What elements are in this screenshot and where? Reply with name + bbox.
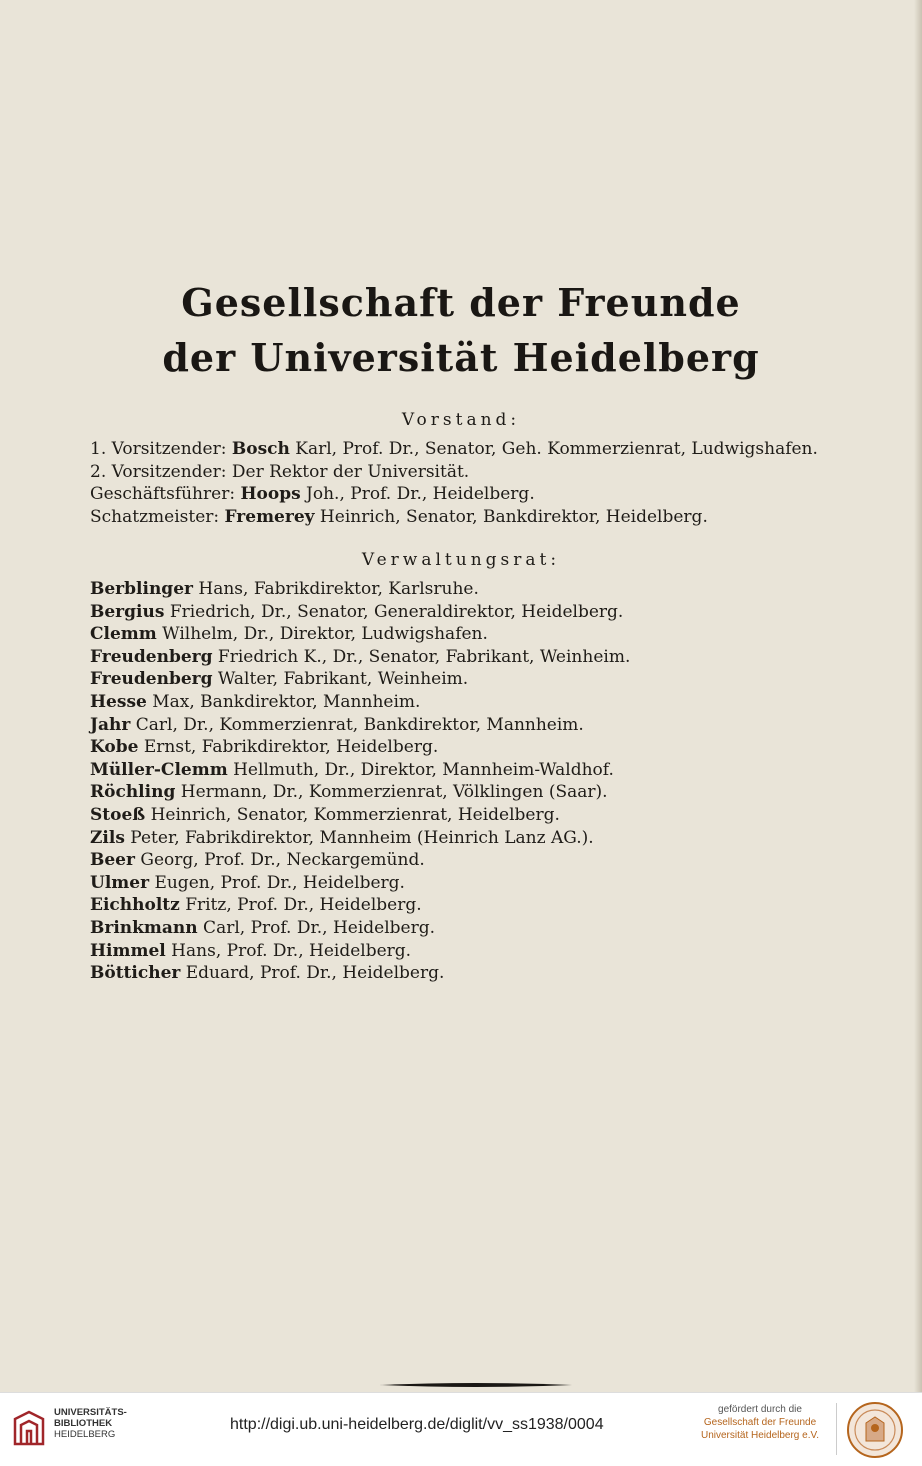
board-heading: Vorstand:	[401, 410, 521, 430]
council-row	[90, 646, 910, 669]
council-member-name: Himmel	[90, 940, 166, 961]
board-row	[90, 461, 910, 484]
library-logo-icon[interactable]	[12, 1409, 46, 1447]
council-row	[90, 894, 910, 917]
council-member-name: Freudenberg	[90, 646, 213, 667]
council-member-details: Georg, Prof. Dr., Neckargemünd.	[134, 850, 425, 871]
board-member-details: Heinrich, Senator, Bankdirektor, Heidelberg.	[314, 506, 708, 527]
council-row	[90, 962, 910, 985]
board-row	[90, 438, 910, 461]
council-list	[90, 578, 910, 985]
council-member-details: Heinrich, Senator, Kommerzienrat, Heidelberg.	[145, 804, 560, 825]
council-member-name: Berblinger	[90, 579, 193, 599]
board-member-name: Hoops	[240, 484, 301, 505]
council-row	[90, 849, 910, 872]
council-member-name: Ulmer	[90, 872, 150, 893]
council-row	[90, 940, 910, 963]
council-row	[90, 872, 910, 895]
board-role: 2. Vorsitzender:	[90, 461, 232, 482]
council-member-details: Hans, Prof. Dr., Heidelberg.	[165, 940, 412, 961]
council-member-name: Freudenberg	[90, 669, 213, 690]
council-member-details: Ernst, Fabrikdirektor, Heidelberg.	[138, 737, 439, 758]
closing-rule	[378, 1380, 574, 1390]
council-row	[90, 781, 910, 804]
page-title-line-2: der Universität Heidelberg	[162, 335, 760, 380]
board-member-details: Joh., Prof. Dr., Heidelberg.	[300, 484, 535, 505]
council-row	[90, 804, 910, 827]
board-member-details: Der Rektor der Universität.	[231, 461, 470, 482]
council-member-name: Bötticher	[90, 963, 181, 984]
council-row	[90, 601, 910, 624]
sponsor-credit[interactable]: gefördert durch die Gesellschaft der Freunde Universität Heidelberg e.V.	[700, 1404, 820, 1441]
council-member-details: Walter, Fabrikant, Weinheim.	[212, 669, 469, 690]
council-row	[90, 917, 910, 940]
council-row	[90, 827, 910, 850]
board-role: 1. Vorsitzender:	[90, 439, 232, 459]
board-row	[90, 483, 910, 506]
council-member-details: Fritz, Prof. Dr., Heidelberg.	[179, 895, 422, 916]
council-row	[90, 714, 910, 737]
council-member-name: Beer	[90, 850, 135, 871]
page-title-line-1: Gesellschaft der Freunde	[181, 280, 741, 325]
council-row	[90, 668, 910, 691]
board-row	[90, 506, 910, 529]
council-member-name: Clemm	[90, 624, 157, 645]
board-member-name: Fremerey	[224, 506, 315, 527]
council-row	[90, 691, 910, 714]
council-member-details: Eduard, Prof. Dr., Heidelberg.	[180, 963, 445, 984]
council-member-details: Friedrich K., Dr., Senator, Fabrikant, Weinheim.	[212, 646, 631, 667]
board-role: Geschäftsführer:	[90, 484, 241, 505]
footer-bar	[0, 1392, 922, 1466]
council-row	[90, 578, 910, 601]
council-member-name: Brinkmann	[90, 917, 198, 938]
council-member-name: Kobe	[90, 737, 139, 758]
council-member-details: Carl, Prof. Dr., Heidelberg.	[197, 917, 436, 938]
council-member-name: Zils	[90, 827, 125, 848]
library-name[interactable]: UNIVERSITÄTS- BIBLIOTHEK HEIDELBERG	[54, 1407, 127, 1440]
council-member-details: Eugen, Prof. Dr., Heidelberg.	[149, 872, 405, 893]
council-member-name: Jahr	[90, 714, 131, 735]
council-member-name: Hesse	[90, 691, 147, 712]
council-row	[90, 623, 910, 646]
council-member-details: Hellmuth, Dr., Direktor, Mannheim-Waldhof.	[227, 759, 614, 780]
permalink-url[interactable]: http://digi.ub.uni-heidelberg.de/diglit/vv_ss1938/0004	[230, 1416, 604, 1433]
board-role: Schatzmeister:	[90, 506, 225, 527]
council-member-name: Röchling	[90, 782, 176, 803]
council-member-name: Müller-Clemm	[90, 759, 228, 780]
council-row	[90, 759, 910, 782]
board-member-name: Bosch	[231, 439, 290, 459]
council-member-details: Hermann, Dr., Kommerzienrat, Völklingen (Saar).	[175, 782, 608, 803]
council-member-name: Eichholtz	[90, 895, 180, 916]
university-seal-icon[interactable]	[846, 1401, 904, 1459]
footer-divider	[836, 1403, 837, 1455]
council-row	[90, 736, 910, 759]
board-member-details: Karl, Prof. Dr., Senator, Geh. Kommerzienrat, Ludwigshafen.	[289, 439, 818, 459]
council-member-details: Hans, Fabrikdirektor, Karlsruhe.	[192, 579, 479, 599]
council-member-details: Peter, Fabrikdirektor, Mannheim (Heinrich Lanz AG.).	[124, 827, 594, 848]
council-heading: Verwaltungsrat:	[361, 550, 561, 570]
board-list	[90, 438, 910, 528]
council-member-name: Stoeß	[90, 804, 146, 825]
council-member-details: Friedrich, Dr., Senator, Generaldirektor, Heidelberg.	[164, 601, 624, 622]
council-member-details: Carl, Dr., Kommerzienrat, Bankdirektor, Mannheim.	[130, 714, 584, 735]
council-member-name: Bergius	[90, 601, 165, 622]
council-member-details: Wilhelm, Dr., Direktor, Ludwigshafen.	[156, 624, 488, 645]
council-member-details: Max, Bankdirektor, Mannheim.	[146, 691, 421, 712]
